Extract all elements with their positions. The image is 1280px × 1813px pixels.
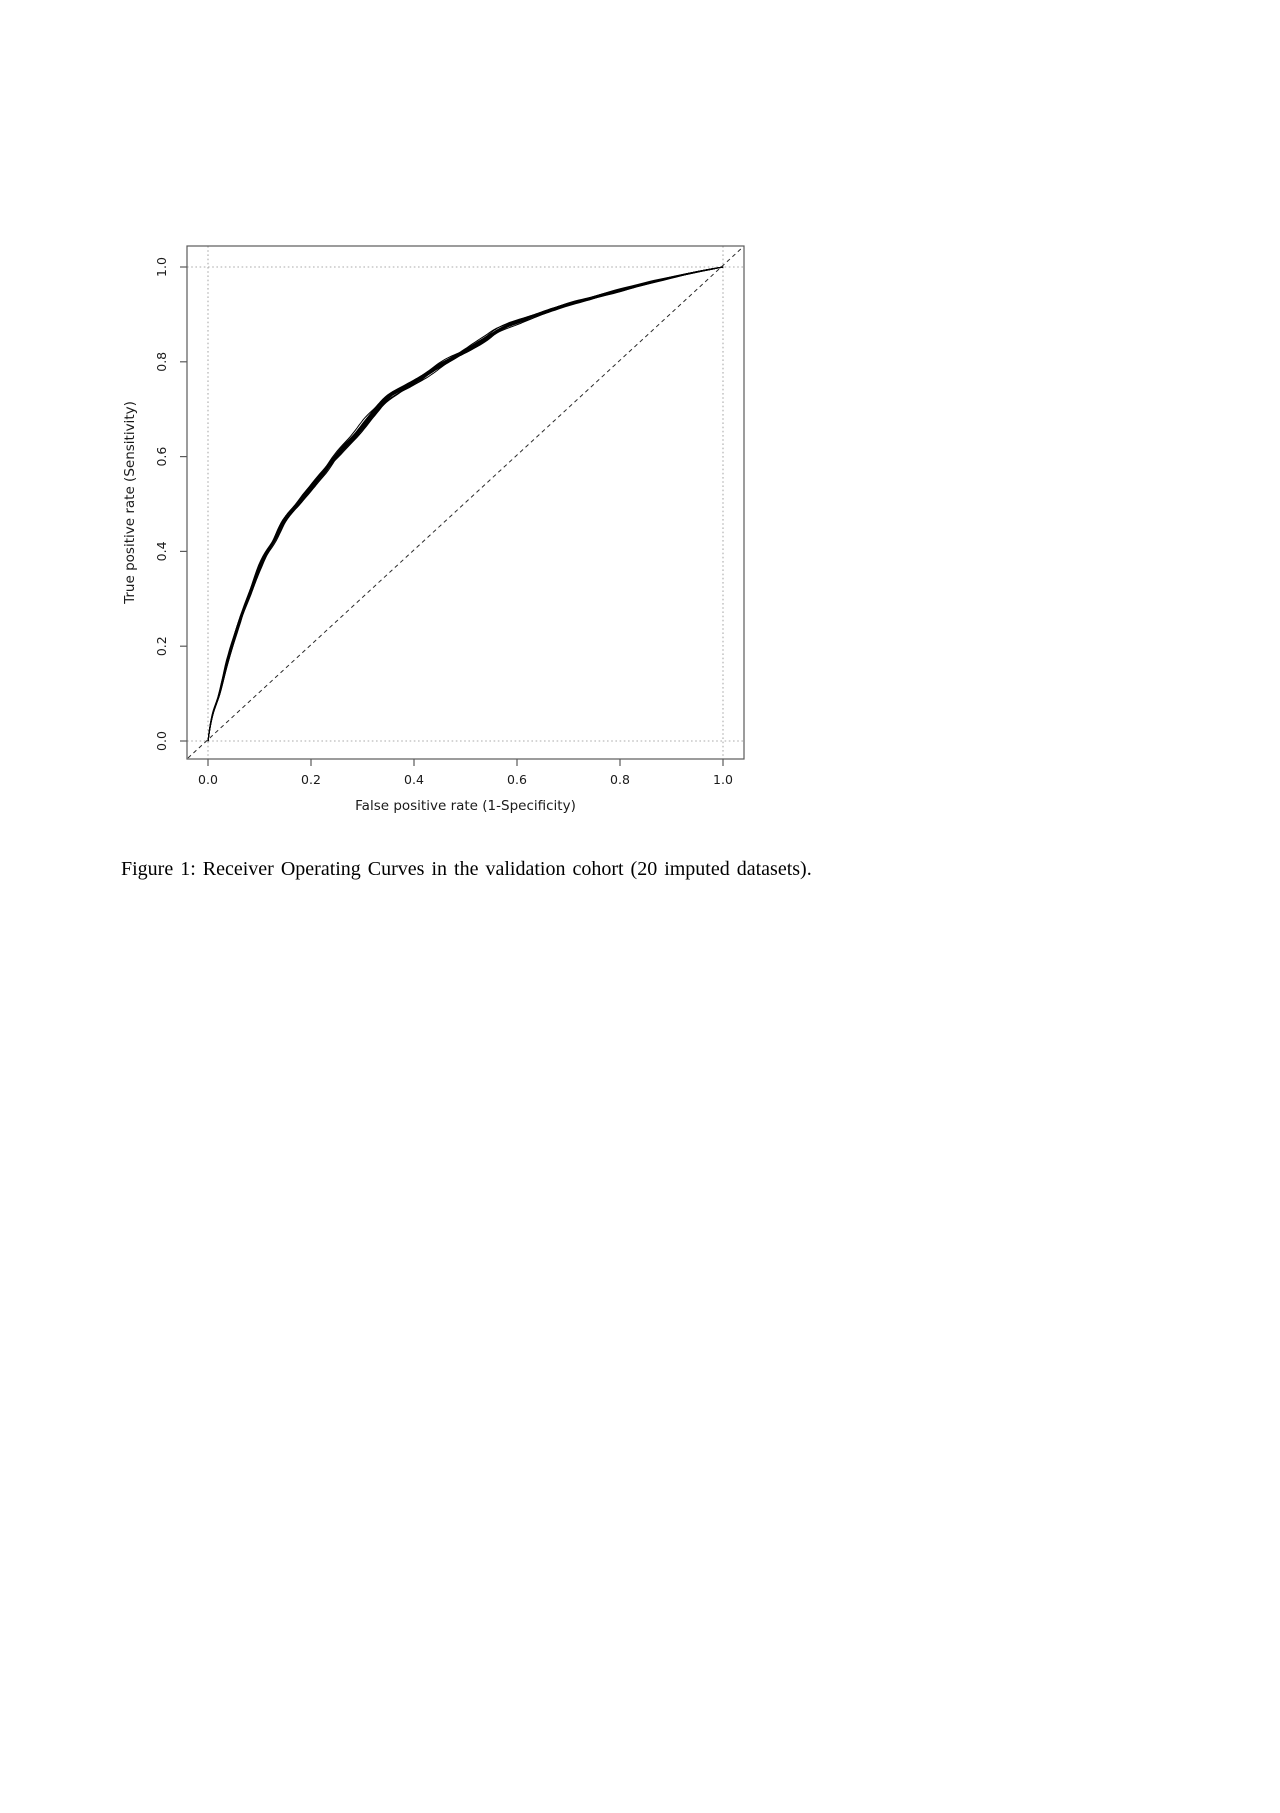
roc-curve bbox=[208, 267, 723, 741]
y-tick-label: 0.8 bbox=[154, 351, 169, 372]
y-tick-label: 0.2 bbox=[154, 636, 169, 657]
roc-curve bbox=[208, 267, 723, 741]
y-tick-label: 1.0 bbox=[154, 257, 169, 277]
roc-curve bbox=[208, 267, 723, 741]
roc-curve bbox=[208, 267, 723, 741]
chance-diagonal-line bbox=[188, 247, 743, 758]
x-tick-label: 0.4 bbox=[404, 772, 424, 787]
x-tick-label: 0.0 bbox=[198, 772, 218, 787]
y-axis-title: True positive rate (Sensitivity) bbox=[122, 401, 138, 604]
roc-plot bbox=[0, 0, 1280, 845]
roc-curve bbox=[208, 267, 723, 741]
roc-curve bbox=[208, 267, 723, 741]
x-axis-title: False positive rate (1-Specificity) bbox=[355, 798, 576, 814]
roc-curve bbox=[208, 267, 723, 741]
roc-curve bbox=[208, 267, 723, 741]
x-tick-label: 1.0 bbox=[713, 772, 733, 787]
roc-curve bbox=[208, 267, 723, 741]
roc-curve bbox=[208, 267, 723, 741]
x-tick-label: 0.8 bbox=[610, 772, 630, 787]
x-tick-label: 0.6 bbox=[507, 772, 527, 787]
roc-curve bbox=[208, 267, 723, 741]
x-tick-label: 0.2 bbox=[301, 772, 321, 787]
roc-curve bbox=[208, 267, 723, 741]
y-tick-label: 0.6 bbox=[154, 446, 169, 467]
roc-curve bbox=[208, 267, 723, 741]
roc-curve bbox=[208, 267, 723, 741]
roc-curve bbox=[208, 267, 723, 741]
figure-caption: Figure 1: Receiver Operating Curves in the validation cohort (20 imputed datasets). bbox=[121, 858, 812, 880]
roc-curve bbox=[208, 267, 723, 741]
roc-curve bbox=[208, 267, 723, 741]
roc-curve bbox=[208, 267, 723, 741]
y-tick-label: 0.0 bbox=[154, 731, 169, 751]
roc-curve bbox=[208, 267, 723, 741]
roc-curve bbox=[208, 267, 723, 741]
y-tick-label: 0.4 bbox=[154, 541, 169, 562]
